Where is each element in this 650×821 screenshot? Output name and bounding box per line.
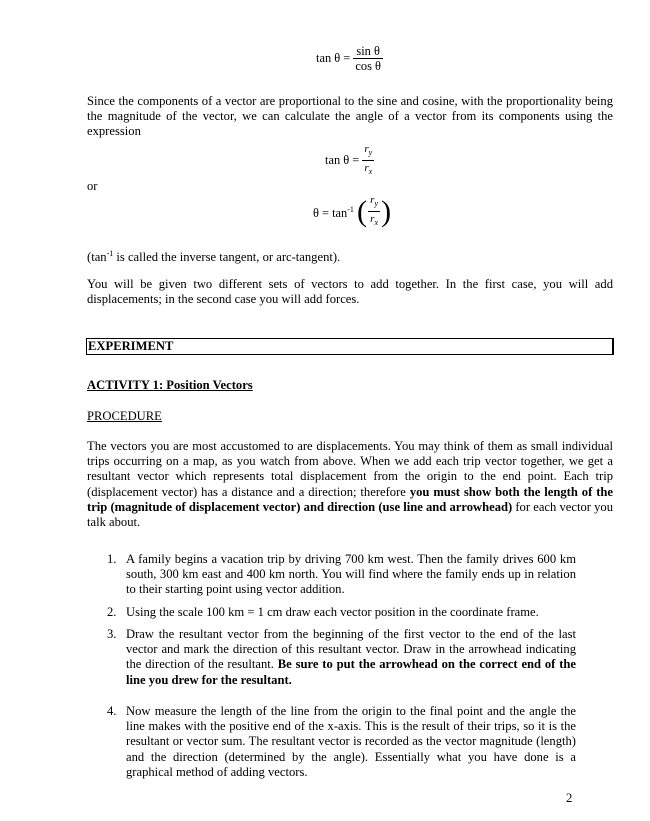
procedure-paragraph: The vectors you are most accustomed to are displacements. You may think of them as small individual trips occurring on a map, as you watch from above. When we add each trip vector together, we get a resultant vector which represents total displacement from the origin to the end point. Each trip (displacement vector) has a distance and a direction; therefore you must show both the length of the trip (magnitude of displacement vector) and direction (use line and arrowhead) for each vector you talk about. xyxy=(87,439,613,530)
equation-fraction xyxy=(362,142,374,179)
list-text: Now measure the length of the line from the origin to the final point and the angle the line makes with the positive end of the x-axis. This is the result of their trips, so it is the resultant or vector sum. The resultant vector is recorded as the vector magnitude (length) and the direction (determined by the angle). Essentially what you have done is a graphical method of adding vectors. xyxy=(126,704,576,779)
equation-fraction xyxy=(368,193,380,230)
list-number: 3. xyxy=(107,627,117,641)
equation-denominator: cos θ xyxy=(355,59,381,73)
equation-lhs: tan θ = xyxy=(325,153,360,168)
left-paren: ( xyxy=(357,195,368,229)
list-number: 4. xyxy=(107,704,117,718)
vector-sets-paragraph: You will be given two different sets of vectors to add together. In the first case, you will add displacements; in the second case you will add forces. xyxy=(87,277,613,307)
list-number: 2. xyxy=(107,605,117,619)
experiment-header: EXPERIMENT xyxy=(86,338,614,355)
equation-numerator: sin θ xyxy=(353,44,383,59)
equation-denominator: $r_x$ xyxy=(370,213,378,228)
intro-paragraph: Since the components of a vector are proportional to the sine and cosine, with the proportionality being the magnitude of the vector, we can calculate the angle of a vector from its components using the expression xyxy=(87,94,613,139)
list-number: 1. xyxy=(107,552,117,566)
equation-denominator: $r_x$ xyxy=(364,162,373,177)
list-text: Using the scale 100 km = 1 cm draw each vector position in the coordinate frame. xyxy=(126,605,539,619)
right-paren: ) xyxy=(381,195,392,229)
inverse-tangent-note: ($\tan^{-1}$ is called the inverse tangent, or arc-tangent). xyxy=(87,249,341,265)
equation-fraction xyxy=(353,44,383,73)
equation-numerator: $r_y$ xyxy=(368,193,380,212)
activity-title: ACTIVITY 1: Position Vectors xyxy=(87,378,253,392)
equation-arctan xyxy=(313,193,391,230)
or-label: or xyxy=(87,179,98,193)
procedure-title: PROCEDURE xyxy=(87,409,162,423)
page-number: 2 xyxy=(566,791,573,805)
equation-lhs: $\theta = \tan^{-1}$ xyxy=(313,205,354,221)
list-text: Draw the resultant vector from the beginning of the first vector to the end of the last vector and mark the direction of this resultant vector. Draw in the arrowhead indicating the direction of the resultant. Be sure to put the arrowhead on the correct end of the line you drew for the resultant. xyxy=(126,627,576,687)
equation-tan-components xyxy=(325,142,374,179)
list-text: A family begins a vacation trip by driving 700 km west. Then the family drives 600 km south, 300 km east and 400 km north. You will find where the family ends up in relation to their starting point using vector addition. xyxy=(126,552,576,597)
equation-tan-sin-cos xyxy=(316,44,383,73)
equation-lhs: tan θ = xyxy=(316,50,351,65)
equation-numerator: $r_y$ xyxy=(362,142,374,161)
